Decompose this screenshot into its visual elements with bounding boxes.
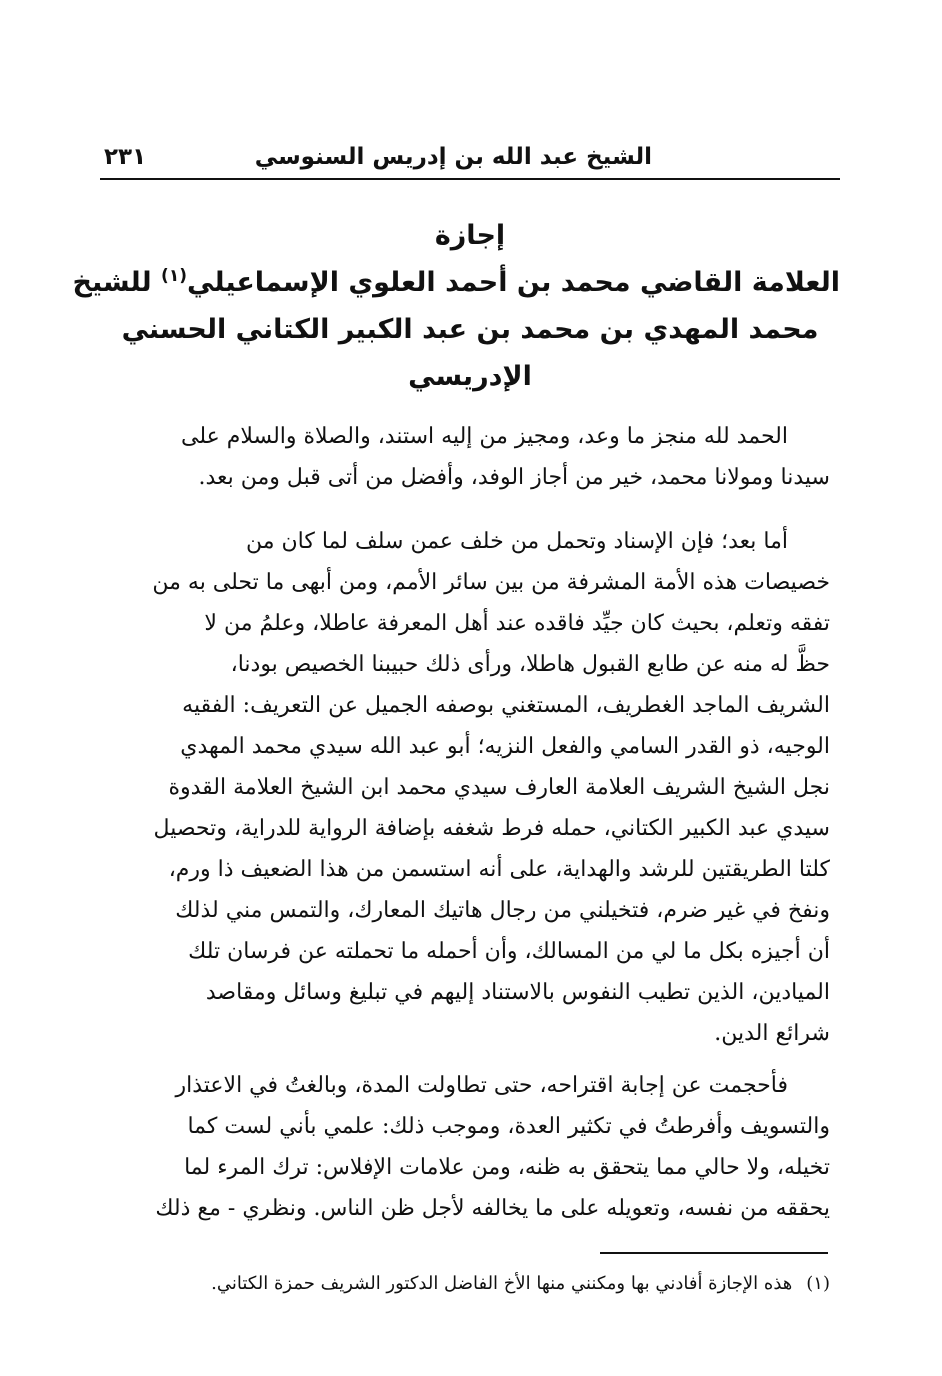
paragraph-line: والتسويف وأفرطتُ في تكثير العدة، وموجب ذلك: علمي بأني لست كما [187, 1114, 830, 1139]
footnote-text: هذه الإجازة أفادني بها ومكنني منها الأخ الفاضل الدكتور الشريف حمزة الكتاني. [211, 1273, 793, 1294]
paragraph-line: يحققه من نفسه، وتعويله على ما يخالفه لأجل ظن الناس. ونظري - مع ذلك [155, 1196, 830, 1221]
paragraph-line: فأحجمت عن إجابة اقتراحه، حتى تطاولت المدة، وبالغتُ في الاعتذار [175, 1073, 788, 1098]
heading-line-4: الإدريسي [408, 361, 532, 392]
paragraph-line: الحمد لله منجز ما وعد، ومجيز من إليه استند، والصلاة والسلام على [180, 424, 788, 449]
paragraph-body [110, 521, 830, 1054]
paragraph-opening [110, 416, 830, 498]
heading-line-2-end: للشيخ [72, 267, 152, 298]
paragraph-line: الوجيه، ذو القدر السامي والفعل النزيه؛ أبو عبد الله سيدي محمد المهدي [180, 734, 830, 759]
paragraph-line: أن أجيزه بكل ما لي من المسالك، وأن أحمله ما تحملته عن فرسان تلك [188, 939, 830, 964]
heading-line-3: محمد المهدي بن محمد بن عبد الكبير الكتاني الحسني [121, 314, 819, 345]
paragraph-line: شرائع الدين. [714, 1021, 830, 1046]
paragraph-closing [110, 1065, 830, 1229]
paragraph-line: تخيله، ولا حالي مما يتحقق به ظنه، ومن علامات الإفلاس: ترك المرء لما [184, 1155, 830, 1180]
footnote-rule [600, 1252, 828, 1254]
footnote-reference[interactable]: (١) [161, 266, 187, 286]
paragraph-line: الشريف الماجد الغطريف، المستغني بوصفه الجميل عن التعريف: الفقيه [182, 693, 830, 718]
paragraph-line: حظَّ له منه عن طابع القبول هاطلا، ورأى ذلك حبيبنا الخصيص بودنا، [230, 652, 830, 677]
paragraph-line: الميادين، الذين تطيب النفوس بالاستناد إليهم في تبليغ وسائل ومقاصد [205, 980, 830, 1005]
document-heading [72, 212, 840, 400]
paragraph-line: نجل الشيخ الشريف العلامة العارف سيدي محمد ابن الشيخ العلامة القدوة [168, 775, 830, 800]
page-number: ٢٣١ [104, 144, 147, 170]
paragraph-line: أما بعد؛ فإن الإسناد وتحمل من خلف عمن سلف لما كان من [246, 529, 788, 554]
paragraph-line: ونفخ في غير ضرم، فتخيلني من رجال هاتيك المعارك، والتمس مني لذلك [175, 898, 830, 923]
footnote-marker: (١) [806, 1273, 830, 1294]
running-header [100, 140, 840, 174]
footnote [110, 1268, 830, 1300]
heading-line-2 [72, 259, 840, 306]
paragraph-line: كلتا الطريقتين للرشد والهداية، على أنه استسمن من هذا الضعيف ذا ورم، [168, 857, 830, 882]
heading-line-1: إجازة [434, 220, 506, 251]
paragraph-line: خصيصات هذه الأمة المشرفة من بين سائر الأمم، ومن أبهى ما تحلى به من [152, 570, 830, 595]
header-rule [100, 178, 840, 180]
paragraph-line: سيدنا ومولانا محمد، خير من أجاز الوفد، وأفضل من أتى قبل ومن بعد. [198, 465, 830, 490]
paragraph-line: سيدي عبد الكبير الكتاني، حمله فرط شغفه بإضافة الرواية للدراية، وتحصيل [153, 816, 830, 841]
running-header-title: الشيخ عبد الله بن إدريس السنوسي [254, 144, 652, 170]
paragraph-line: تفقه وتعلم، بحيث كان جيِّد فاقده عند أهل المعرفة عاطلا، وعلمُ من لا [204, 611, 830, 636]
heading-line-2-text: العلامة القاضي محمد بن أحمد العلوي الإسماعيلي [187, 267, 840, 298]
